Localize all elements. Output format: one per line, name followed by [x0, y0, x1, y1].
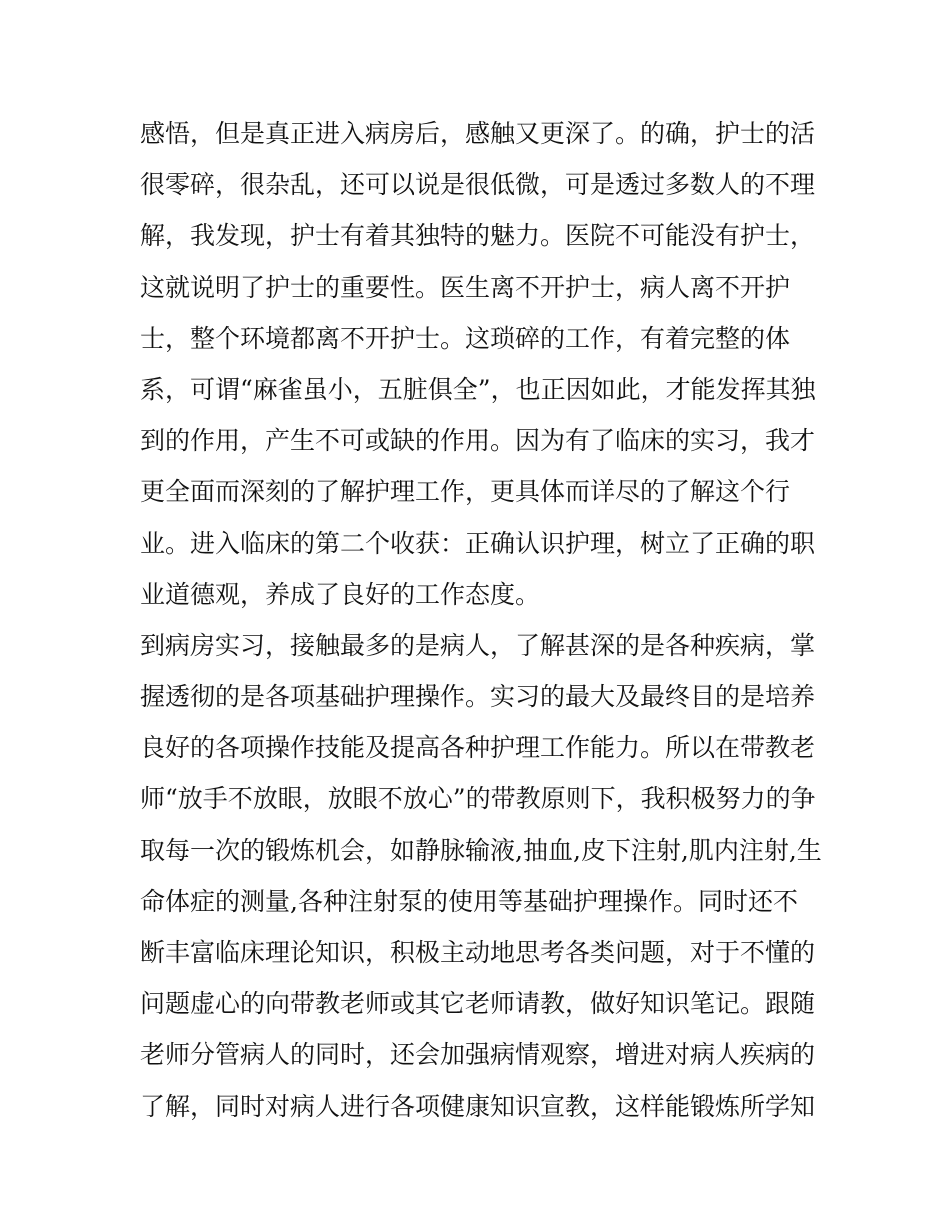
text-line-3: 解，我发现，护士有着其独特的魅力。医院不可能没有护士， [140, 221, 816, 251]
text-line-12: 握透彻的是各项基础护理操作。实习的最大及最终目的是培养 [140, 682, 816, 712]
text-line-4: 这就说明了护士的重要性。医生离不开护士，病人离不开护 [140, 272, 791, 302]
text-line-7: 到的作用，产生不可或缺的作用。因为有了临床的实习，我才 [140, 426, 816, 456]
text-line-9: 业。进入临床的第二个收获：正确认识护理，树立了正确的职 [140, 528, 816, 558]
text-line-10: 业道德观，养成了良好的工作态度。 [140, 579, 541, 609]
text-line-13: 良好的各项操作技能及提高各种护理工作能力。所以在带教老 [140, 733, 816, 763]
text-line-16: 命体症的测量,各种注射泵的使用等基础护理操作。同时还不 [140, 886, 798, 916]
text-line-6: 系，可谓“麻雀虽小，五脏俱全”，也正因如此，才能发挥其独 [140, 374, 816, 404]
text-line-1: 感悟，但是真正进入病房后，感触又更深了。的确，护士的活 [140, 119, 816, 148]
text-line-5: 士，整个环境都离不开护士。这琐碎的工作，有着完整的体 [140, 323, 791, 353]
text-line-20: 了解，同时对病人进行各项健康知识宣教，这样能锻炼所学知 [140, 1091, 816, 1121]
body-text [140, 108, 820, 1132]
text-line-18: 问题虚心的向带教老师或其它老师请教，做好知识笔记。跟随 [140, 989, 816, 1019]
text-line-11: 到病房实习，接触最多的是病人，了解甚深的是各种疾病，掌 [140, 630, 816, 660]
text-line-2: 很零碎，很杂乱，还可以说是很低微，可是透过多数人的不理 [140, 170, 816, 200]
text-line-19: 老师分管病人的同时，还会加强病情观察，增进对病人疾病的 [140, 1040, 816, 1070]
text-line-8: 更全面而深刻的了解护理工作，更具体而详尽的了解这个行 [140, 477, 791, 507]
text-line-15: 取每一次的锻炼机会，如静脉输液,抽血,皮下注射,肌内注射,生 [140, 835, 822, 865]
text-line-14: 师“放手不放眼，放眼不放心”的带教原则下，我积极努力的争 [140, 784, 816, 814]
text-line-17: 断丰富临床理论知识，积极主动地思考各类问题，对于不懂的 [140, 938, 816, 967]
